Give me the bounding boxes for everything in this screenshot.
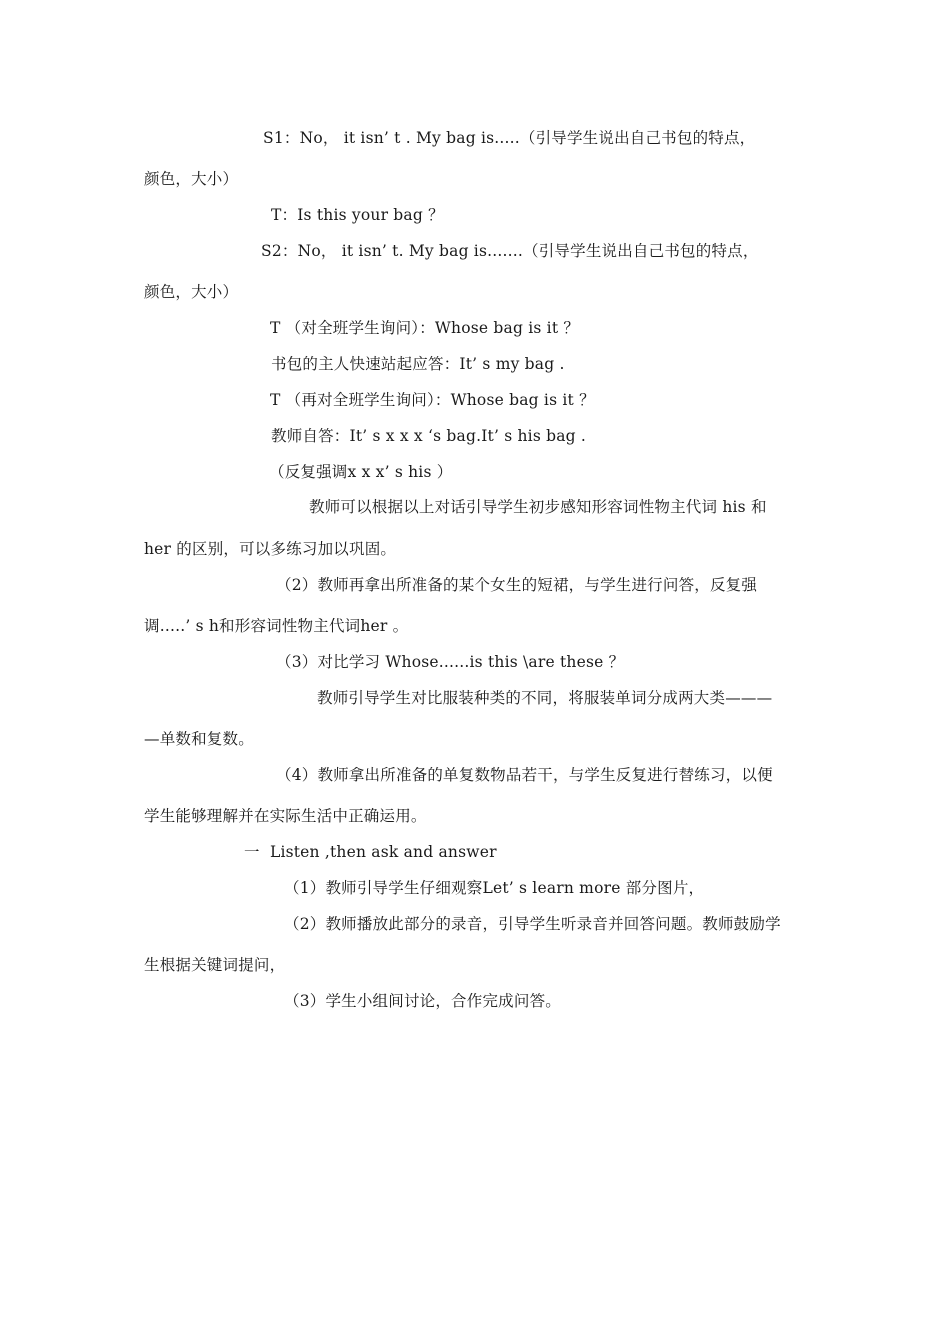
text-line: 教师可以根据以上对话引导学生初步感知形容词性物主代词 his 和 (309, 498, 767, 516)
text-line: 学生能够理解并在实际生活中正确运用。 (144, 807, 427, 825)
text-line: （3）对比学习 Whose......is this \are these ？ (276, 653, 625, 671)
text-line: 调.....’ s h和形容词性物主代词her 。 (144, 617, 409, 635)
text-line: 教师引导学生对比服装种类的不同，将服装单词分成两大类——— (317, 689, 773, 707)
text-line: （4）教师拿出所准备的单复数物品若干，与学生反复进行替练习，以便 (276, 766, 773, 784)
text-line: her 的区别，可以多练习加以巩固。 (144, 540, 397, 558)
text-line: S2：No， it isn’ t. My bag is.......（引导学生说出自己书包的特点， (261, 242, 759, 260)
text-line: —单数和复数。 (144, 730, 254, 748)
text-line: 书包的主人快速站起应答：It’ s my bag . (271, 355, 565, 373)
text-line: 教师自答：It’ s x x x ‘s bag.It’ s his bag . (271, 427, 587, 445)
text-line: （反复强调x x x’ s his ） (269, 463, 453, 481)
section-heading: 一 Listen ,then ask and answer (244, 843, 497, 861)
text-line: T （对全班学生询问）：Whose bag is it ？ (270, 319, 580, 337)
text-line: 颜色，大小） (144, 283, 239, 301)
text-line: （1）教师引导学生仔细观察Let’ s learn more 部分图片， (284, 879, 705, 897)
text-line: S1：No， it isn’ t . My bag is.....（引导学生说出自己书包的特点， (263, 129, 756, 147)
text-line: （2）教师再拿出所准备的某个女生的短裙，与学生进行问答，反复强 (276, 576, 758, 594)
text-line: T：Is this your bag ？ (271, 206, 444, 224)
text-line: 颜色，大小） (144, 170, 239, 188)
text-line: （2）教师播放此部分的录音，引导学生听录音并回答问题。教师鼓励学 (284, 915, 781, 933)
text-line: T （再对全班学生询问）：Whose bag is it ？ (270, 391, 595, 409)
text-line: 生根据关键词提问， (144, 956, 286, 974)
text-line: （3）学生小组间讨论，合作完成问答。 (284, 992, 561, 1010)
